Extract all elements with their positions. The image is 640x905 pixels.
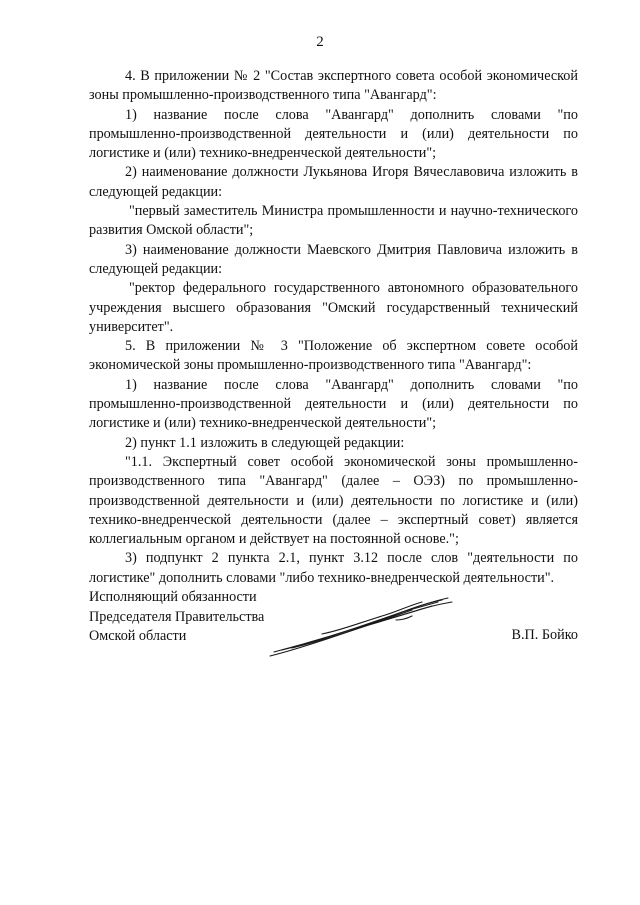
paragraph-item-4: 4. В приложении № 2 "Состав экспертного совета особой экономической зоны промышленно-производственного типа "Авангард":: [89, 68, 578, 104]
paragraph-quote-4-3: "ректор федерального государственного автономного образовательного учреждения высшего образования "Омский государственный технический университет".: [89, 280, 578, 335]
paragraph-subitem-5-1: 1) название после слова "Авангард" дополнить словами "по промышленно-производственной деятельности и (или) деятельности по логистике и (или) технико-внедренческой деятельности";: [89, 376, 578, 432]
paragraph-item-5: 5. В приложении № 3 "Положение об экспертном совете особой экономической зоны промышленно-производственного типа "Авангард":: [89, 338, 578, 374]
paragraph-quote-5-2: "1.1. Экспертный совет особой экономической зоны промышленно-производственного типа "Авангард" (далее – ОЭЗ) по промышленно-производственной деятельности и (или) деятельности по логистике и (или) технико-внедренческой деятельности (далее – экспертный совет) является коллегиальным органом и действует на постоянной основе.";: [89, 453, 578, 548]
signer-title-line: Председателя Правительства: [89, 608, 265, 625]
handwritten-signature: [262, 590, 462, 670]
paragraph-quote-4-2: "первый заместитель Министра промышленности и научно-технического развития Омской области";: [89, 203, 578, 239]
page-number: 2: [316, 34, 324, 50]
signer-title-line: Исполняющий обязанности: [89, 589, 257, 605]
paragraph-subitem-5-3: 3) подпункт 2 пункта 2.1, пункт 3.12 после слов "деятельности по логистике" дополнить словами "либо технико-внедренческой деятельности".: [89, 550, 578, 586]
paragraph-subitem-4-3: 3) наименование должности Маевского Дмитрия Павловича изложить в следующей редакции:: [89, 241, 578, 277]
paragraph-subitem-4-1: 1) название после слова "Авангард" дополнить словами "по промышленно-производственной деятельности и (или) деятельности по логистике и (или) технико-внедренческой деятельности";: [89, 106, 578, 162]
paragraph-subitem-4-2: 2) наименование должности Лукьянова Игоря Вячеславовича изложить в следующей редакции:: [89, 164, 578, 200]
document-body: [89, 67, 578, 588]
signer-title-line: Омской области: [89, 628, 187, 644]
signer-name: В.П. Бойко: [511, 627, 578, 643]
paragraph-subitem-5-2: 2) пункт 1.1 изложить в следующей редакции:: [125, 434, 405, 451]
